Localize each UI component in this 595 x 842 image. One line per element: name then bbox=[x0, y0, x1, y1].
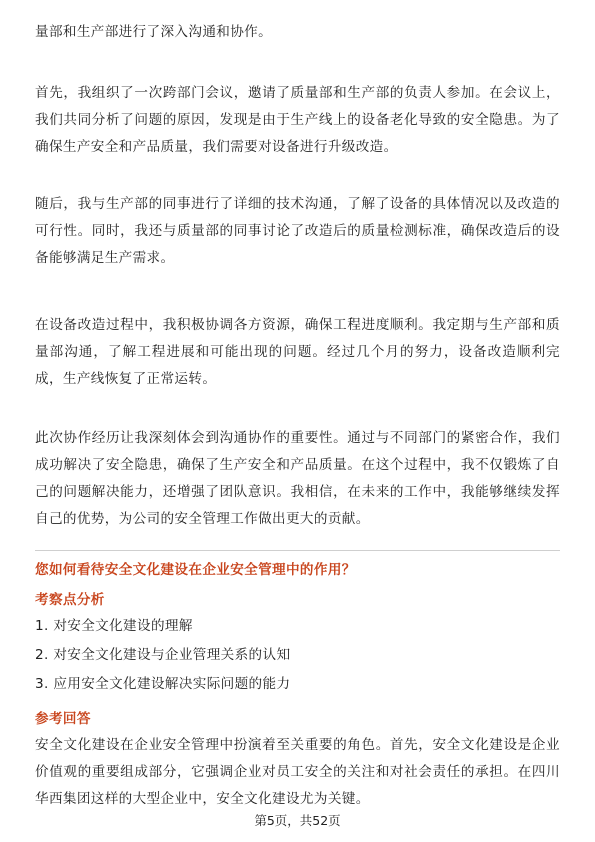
body-paragraph: 首先，我组织了一次跨部门会议，邀请了质量部和生产部的负责人参加。在会议上，我们共同分析了问题的原因，发现是由于生产线上的设备老化导致的安全隐患。为了确保生产安全和产品质量，我们需要对设备进行升级改造。 bbox=[35, 85, 560, 155]
list-item: 3. 应用安全文化建设解决实际问题的能力 bbox=[35, 676, 291, 692]
body-paragraph: 在设备改造过程中，我积极协调各方资源，确保工程进度顺利。我定期与生产部和质量部沟通，了解工程进展和可能出现的问题。经过几个月的努力，设备改造顺利完成，生产线恢复了正常运转。 bbox=[35, 317, 560, 387]
analysis-heading: 考察点分析 bbox=[35, 592, 105, 608]
analysis-points-list bbox=[35, 612, 290, 699]
section-divider bbox=[35, 550, 560, 551]
page-number-footer: 第5页，共52页 bbox=[254, 813, 341, 828]
answer-paragraph: 安全文化建设在企业安全管理中扮演着至关重要的角色。首先，安全文化建设是企业价值观的重要组成部分，它强调企业对员工安全的关注和对社会责任的承担。在四川华西集团这样的大型企业中，安全文化建设尤为关键。 bbox=[35, 737, 560, 807]
answer-heading: 参考回答 bbox=[35, 711, 91, 727]
body-paragraph: 此次协作经历让我深刻体会到沟通协作的重要性。通过与不同部门的紧密合作，我们成功解决了安全隐患，确保了生产安全和产品质量。在这个过程中，我不仅锻炼了自己的问题解决能力，还增强了团队意识。我相信，在未来的工作中，我能够继续发挥自己的优势，为公司的安全管理工作做出更大的贡献。 bbox=[35, 430, 560, 527]
list-item: 1. 对安全文化建设的理解 bbox=[35, 618, 193, 634]
question-heading: 您如何看待安全文化建设在企业安全管理中的作用？ bbox=[35, 562, 356, 578]
document-page bbox=[35, 0, 560, 842]
intro-paragraph: 量部和生产部进行了深入沟通和协作。 bbox=[35, 24, 273, 40]
body-paragraph: 随后，我与生产部的同事进行了详细的技术沟通，了解了设备的具体情况以及改造的可行性。同时，我还与质量部的同事讨论了改造后的质量检测标准，确保改造后的设备能够满足生产需求。 bbox=[35, 196, 560, 266]
list-item: 2. 对安全文化建设与企业管理关系的认知 bbox=[35, 647, 291, 663]
